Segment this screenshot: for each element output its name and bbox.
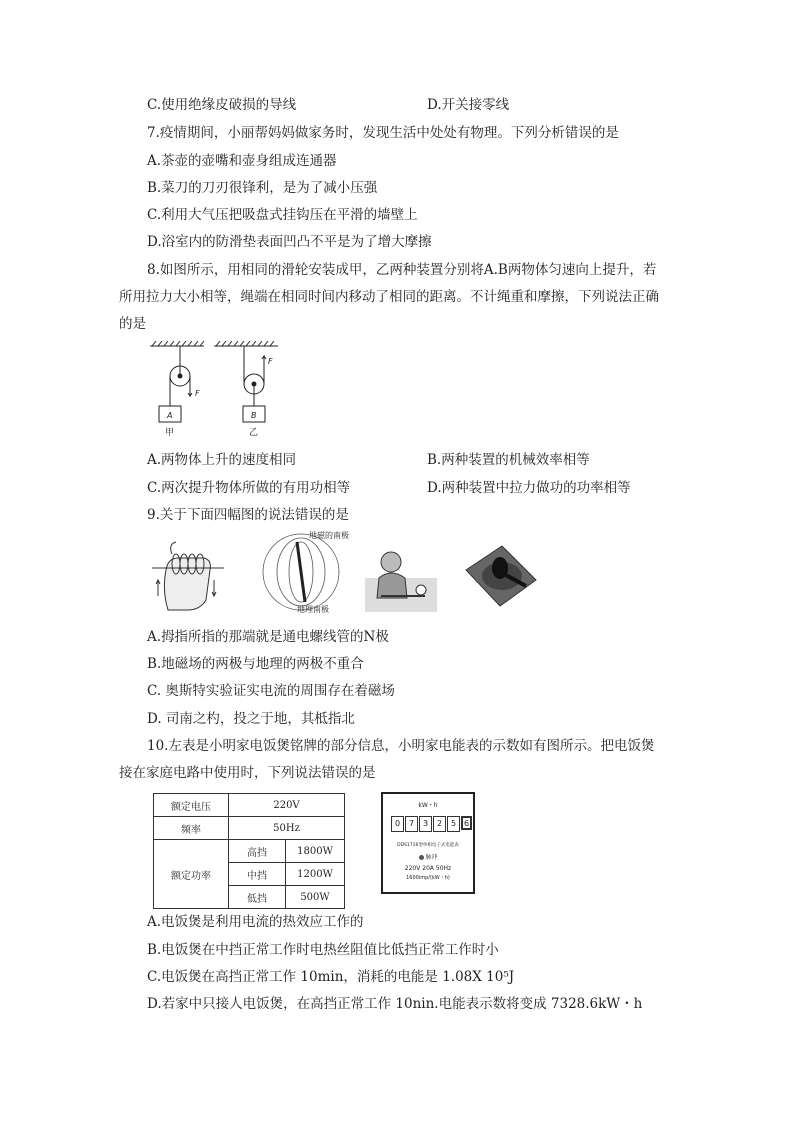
q9-option-a: A.拇指所指的那端就是通电螺线管的N极 bbox=[147, 629, 389, 645]
q8-option-b: B.两种装置的机械效率相等 bbox=[427, 452, 590, 468]
meter-unit: kW・h bbox=[418, 802, 438, 809]
level-value: 1200W bbox=[286, 863, 345, 886]
q7-option-c: C.利用大气压把吸盘式挂钩压在平滑的墙壁上 bbox=[147, 207, 418, 223]
meter-digit: 0 bbox=[391, 816, 404, 832]
ceiling-left bbox=[150, 341, 204, 346]
fig9-sinan-compass bbox=[460, 540, 540, 612]
block-b-label: B bbox=[251, 411, 257, 420]
fig9-right-hand-rule bbox=[148, 540, 228, 612]
q9-option-b: B.地磁场的两极与地理的两极不重合 bbox=[147, 656, 364, 672]
rice-cooker-spec-table bbox=[153, 793, 345, 909]
q8-option-c: C.两次提升物体所做的有用功相等 bbox=[147, 480, 351, 496]
q9-option-d: D. 司南之杓，投之于地，其柢指北 bbox=[147, 711, 355, 727]
force-arrow-right bbox=[262, 356, 266, 362]
q7-stem: 7.疫情期间，小丽帮妈妈做家务时，发现生活中处处有物理。下列分析错误的是 bbox=[147, 125, 619, 141]
q6-option-c: C.使用绝缘皮破损的导线 bbox=[147, 97, 297, 113]
q10-option-a: A.电饭煲是利用电流的热效应工作的 bbox=[147, 914, 364, 930]
q10-stem-2: 接在家庭电路中使用时，下列说法错误的是 bbox=[119, 765, 376, 781]
q10-option-b: B.电饭煲在中挡正常工作时电热丝阻值比低挡正常工作时小 bbox=[147, 942, 499, 958]
force-arrow-left bbox=[188, 390, 192, 396]
meter-digit: 7 bbox=[405, 816, 418, 832]
meter-spec2: 1600imp/(kW・h) bbox=[406, 875, 450, 881]
level-name: 高挡 bbox=[229, 840, 286, 863]
meter-digit-decimal: 6 bbox=[461, 816, 472, 830]
movable-pulley bbox=[244, 346, 264, 406]
q8-option-d: D.两种装置中拉力做功的功率相等 bbox=[427, 480, 631, 496]
meter-pulse-row bbox=[383, 852, 473, 861]
q7-option-b: B.菜刀的刀刃很锋利，是为了减小压强 bbox=[147, 180, 378, 196]
q8-option-a: A.两物体上升的速度相同 bbox=[147, 452, 297, 468]
q6-option-d: D.开关接零线 bbox=[427, 97, 510, 113]
ceiling-right bbox=[214, 341, 278, 346]
q10-option-c: C.电饭煲在高挡正常工作 10min，消耗的电能是 1.08X 10⁵J bbox=[147, 969, 515, 985]
meter-model: DDS1716型单相电子式电能表 bbox=[397, 843, 459, 848]
level-value: 500W bbox=[286, 886, 345, 909]
force-label-left: F bbox=[195, 389, 200, 398]
q10-stem-1: 10.左表是小明家电饭煲铭牌的部分信息，小明家电能表的示数如有图所示。把电饭煲 bbox=[147, 738, 655, 754]
block-a-label: A bbox=[167, 411, 173, 420]
fig9-bottom-label: 地理南极 bbox=[297, 605, 329, 614]
energy-meter bbox=[381, 792, 475, 894]
q8-stem-3: 的是 bbox=[119, 316, 146, 332]
q8-stem-2: 所用拉力大小相等，绳端在相同时间内移动了相同的距离。不计绳重和摩擦，下列说法正确 bbox=[119, 289, 659, 305]
meter-spec1: 220V 20A 50Hz bbox=[404, 865, 452, 872]
meter-digit: 2 bbox=[433, 816, 446, 832]
level-value: 1800W bbox=[286, 840, 345, 863]
freq-value: 50Hz bbox=[229, 817, 345, 840]
fixed-pulley bbox=[170, 346, 190, 406]
meter-digits bbox=[391, 816, 472, 832]
q7-option-a: A.茶壶的壶嘴和壶身组成连通器 bbox=[147, 153, 337, 169]
q9-option-c: C. 奥斯特实验证实电流的周围存在着磁场 bbox=[147, 683, 395, 699]
q10-option-d: D.若家中只接人电饭煲，在高挡正常工作 10nin.电能表示数将变成 7328.6kW・h bbox=[147, 996, 643, 1012]
pulse-indicator-icon bbox=[419, 855, 424, 860]
pulley-figure bbox=[148, 340, 283, 440]
caption-left: 甲 bbox=[165, 428, 175, 438]
force-label-right: F bbox=[268, 357, 273, 366]
voltage-value: 220V bbox=[229, 794, 345, 817]
power-label: 额定功率 bbox=[154, 840, 229, 909]
voltage-label: 额定电压 bbox=[154, 794, 229, 817]
level-name: 中挡 bbox=[229, 863, 286, 886]
level-name: 低挡 bbox=[229, 886, 286, 909]
meter-digit: 3 bbox=[419, 816, 432, 832]
meter-pulse: 脉冲 bbox=[425, 854, 438, 861]
fig9-oersted-experiment bbox=[361, 544, 441, 614]
fig9-earth-magnetic-field bbox=[253, 528, 358, 614]
q9-stem: 9.关于下面四幅图的说法错误的是 bbox=[147, 507, 349, 523]
freq-label: 频率 bbox=[154, 817, 229, 840]
fig9-top-label: 地磁的南极 bbox=[309, 531, 349, 540]
meter-digit: 5 bbox=[447, 816, 460, 832]
caption-right: 乙 bbox=[249, 428, 259, 438]
q7-option-d: D.浴室内的防滑垫表面凹凸不平是为了增大摩擦 bbox=[147, 234, 432, 250]
q8-stem-1: 8.如图所示，用相同的滑轮安装成甲，乙两种装置分别将A.B两物体匀速向上提升，若 bbox=[147, 262, 657, 278]
